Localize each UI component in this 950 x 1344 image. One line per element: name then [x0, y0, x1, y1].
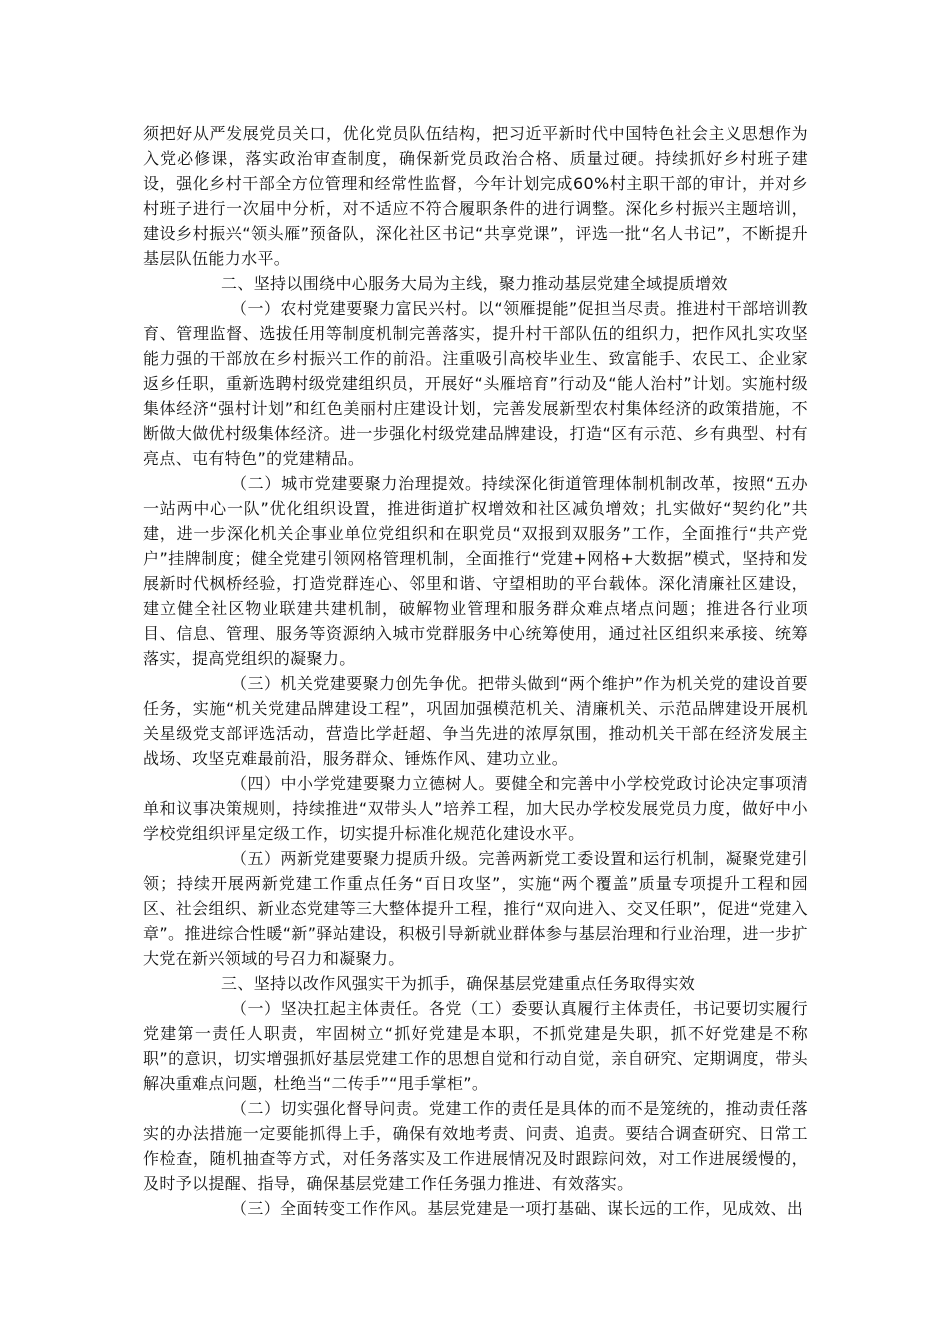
- paragraph-main-responsibility: （一）坚决扛起主体责任。各党（工）委要认真履行主体责任，书记要切实履行党建第一责任人职责，牢固树立“抓好党建是本职，不抓党建是失职，抓不好党建是不称职”的意识，切实增强抓好基层党建工作的思想自觉和行动自觉，亲自研究、定期调度，带头解决重难点问题，杜绝当“二传手”“甩手掌柜”。: [143, 999, 808, 1093]
- paragraph-two-new-party-building: （五）两新党建要聚力提质升级。完善两新党工委设置和运行机制，凝聚党建引领；持续开展两新党建工作重点任务“百日攻坚”，实施“两个覆盖”质量专项提升工程和园区、社会组织、新业态党建等三大整体提升工程，推行“双向进入、交叉任职”，促进“党建入章”。推进综合性暖“新”驿站建设，积极引导新就业群体参与基层治理和行业治理，进一步扩大党在新兴领域的号召力和凝聚力。: [143, 849, 808, 968]
- document-page: [143, 121, 808, 1221]
- paragraph-school-party-building: （四）中小学党建要聚力立德树人。要健全和完善中小学校党政讨论决定事项清单和议事决策规则，持续推进“双带头人”培养工程，加大民办学校发展党员力度，做好中小学校党组织评星定级工作，切实提升标准化规范化建设水平。: [143, 774, 808, 843]
- paragraph-party-member-development: 须把好从严发展党员关口，优化党员队伍结构，把习近平新时代中国特色社会主义思想作为入党必修课，落实政治审查制度，确保新党员政治合格、质量过硬。持续抓好乡村班子建设，强化乡村干部全方位管理和经常性监督，今年计划完成60%村主职干部的审计，并对乡村班子进行一次届中分析，对不适应不符合履职条件的进行调整。深化乡村振兴主题培训，建设乡村振兴“领头雁”预备队，深化社区书记“共享党课”，评选一批“名人书记”，不断提升基层队伍能力水平。: [143, 124, 808, 268]
- paragraph-urban-party-building: （二）城市党建要聚力治理提效。持续深化街道管理体制机制改革，按照“五办一站两中心一队”优化组织设置，推进街道扩权增效和社区减负增效；扎实做好“契约化”共建，进一步深化机关企事业单位党组织和在职党员“双报到双服务”工作，全面推行“共产党户”挂牌制度；健全党建引领网格管理机制，全面推行“党建+网格+大数据”模式，坚持和发展新时代枫桥经验，打造党群连心、邻里和谐、守望相助的平台载体。深化清廉社区建设，建立健全社区物业联建共建机制，破解物业管理和服务群众难点堵点问题；推进各行业项目、信息、管理、服务等资源纳入城市党群服务中心统筹使用，通过社区组织来承接、统筹落实，提高党组织的凝聚力。: [143, 474, 808, 668]
- paragraph-organ-party-building: （三）机关党建要聚力创先争优。把带头做到“两个维护”作为机关党的建设首要任务，实施“机关党建品牌建设工程”，巩固加强模范机关、清廉机关、示范品牌建设开展机关星级党支部评选活动，营造比学赶超、争当先进的浓厚氛围，推动机关干部在经济发展主战场、攻坚克难最前沿，服务群众、锤炼作风、建功立业。: [143, 674, 808, 768]
- paragraph-supervision-accountability: （二）切实强化督导问责。党建工作的责任是具体的而不是笼统的，推动责任落实的办法措施一定要能抓得上手，确保有效地考责、问责、追责。要结合调查研究、日常工作检查，随机抽查等方式，对任务落实及工作进展情况及时跟踪问效，对工作进展缓慢的，及时予以提醒、指导，确保基层党建工作任务强力推进、有效落实。: [143, 1099, 808, 1193]
- section-heading-two: 二、坚持以围绕中心服务大局为主线，聚力推动基层党建全域提质增效: [221, 274, 728, 293]
- paragraph-rural-party-building: （一）农村党建要聚力富民兴村。以“领雁提能”促担当尽责。推进村干部培训教育、管理监督、选拔任用等制度机制完善落实，提升村干部队伍的组织力，把作风扎实攻坚能力强的干部放在乡村振兴工作的前沿。注重吸引高校毕业生、致富能手、农民工、企业家返乡任职，重新选聘村级党建组织员，开展好“头雁培育”行动及“能人治村”计划。实施村级集体经济“强村计划”和红色美丽村庄建设计划，完善发展新型农村集体经济的政策措施，不断做大做优村级集体经济。进一步强化村级党建品牌建设，打造“区有示范、乡有典型、村有亮点、屯有特色”的党建精品。: [143, 299, 808, 468]
- section-heading-three: 三、坚持以改作风强实干为抓手，确保基层党建重点任务取得实效: [221, 974, 696, 993]
- paragraph-work-style: （三）全面转变工作作风。基层党建是一项打基础、谋长远的工作，见成效、出: [231, 1199, 804, 1218]
